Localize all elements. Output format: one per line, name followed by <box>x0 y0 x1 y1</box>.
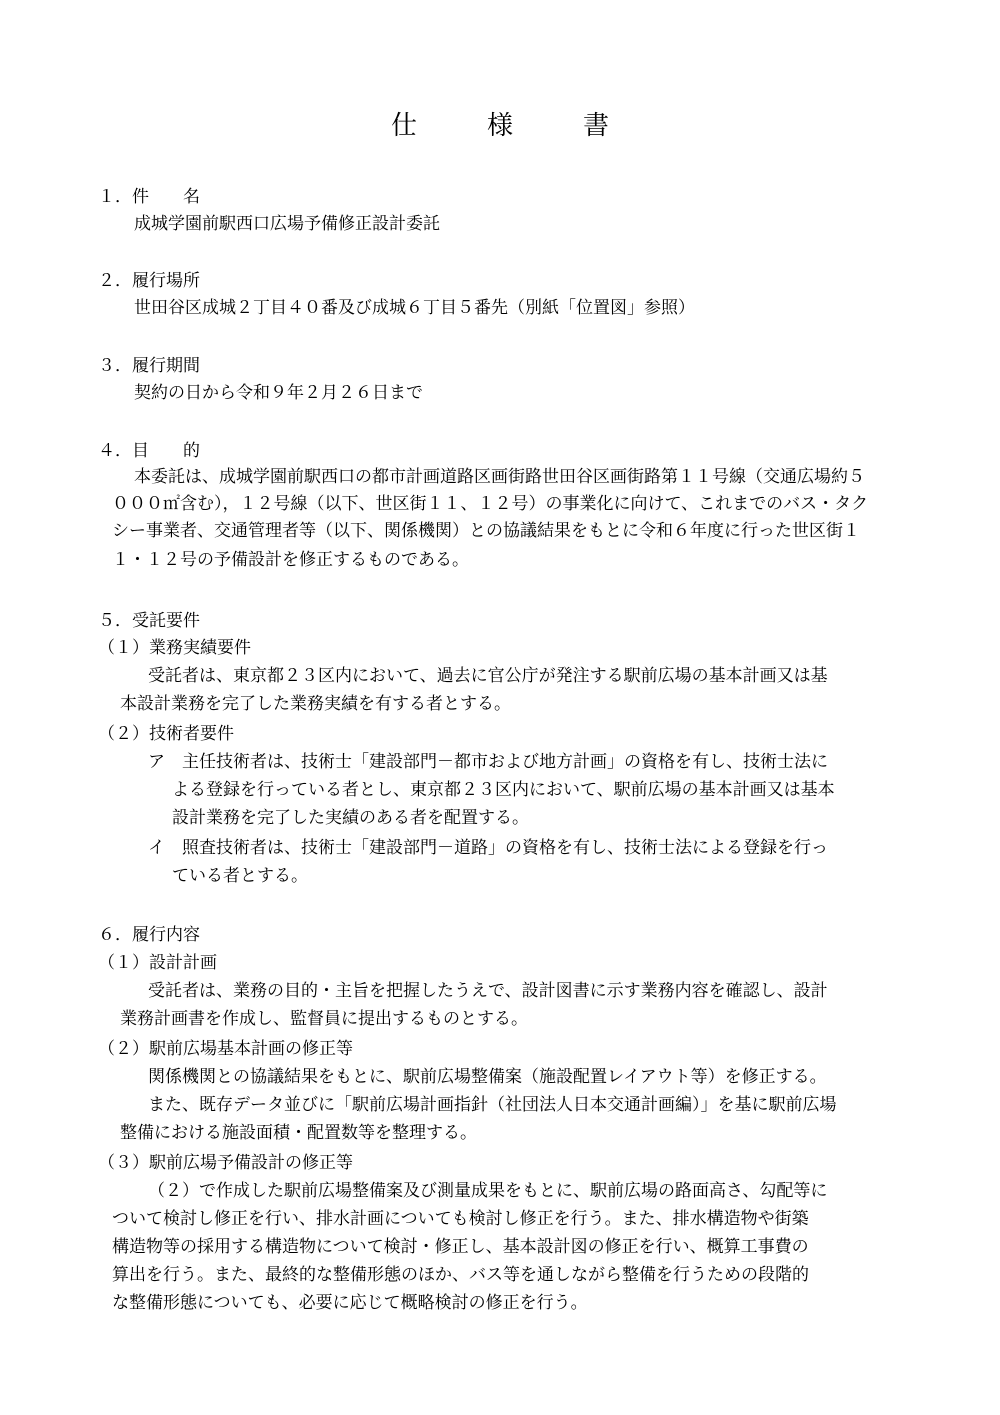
text-line: （２）技術者要件 <box>98 724 234 744</box>
text-line: ている者とする。 <box>172 866 308 886</box>
text-line: 算出を行う。また、最終的な整備形態のほか、バス等を通しながら整備を行うための段階的 <box>112 1265 809 1285</box>
text-line: イ 照査技術者は、技術士「建設部門－道路」の資格を有し、技術士法による登録を行っ <box>148 838 828 858</box>
text-line: （２）で作成した駅前広場整備案及び測量成果をもとに、駅前広場の路面高さ、勾配等に <box>148 1181 828 1201</box>
text-line: １．件 名 <box>98 187 200 207</box>
text-line: ０００㎡含む），１２号線（以下、世区街１１、１２号）の事業化に向けて、これまでのバス・タク <box>112 494 869 514</box>
text-line: （３）駅前広場予備設計の修正等 <box>98 1153 353 1173</box>
text-line: シー事業者、交通管理者等（以下、関係機関）との協議結果をもとに令和６年度に行った世区街１ <box>112 521 860 541</box>
text-line: ３．履行期間 <box>98 356 200 376</box>
text-line: （１）設計計画 <box>98 953 217 973</box>
text-line: また、既存データ並びに「駅前広場計画指針（社団法人日本交通計画編）」を基に駅前広場 <box>148 1095 837 1115</box>
text-line: 設計業務を完了した実績のある者を配置する。 <box>172 808 529 828</box>
text-line: よる登録を行っている者とし、東京都２３区内において、駅前広場の基本計画又は基本 <box>172 780 835 800</box>
text-line: ア 主任技術者は、技術士「建設部門－都市および地方計画」の資格を有し、技術士法に <box>148 752 828 772</box>
text-line: 本設計業務を完了した業務実績を有する者とする。 <box>120 694 511 714</box>
text-line: 受託者は、東京都２３区内において、過去に官公庁が発注する駅前広場の基本計画又は基 <box>148 666 828 686</box>
text-line: 契約の日から令和９年２月２６日まで <box>134 383 423 403</box>
text-line: 関係機関との協議結果をもとに、駅前広場整備案（施設配置レイアウト等）を修正する。 <box>148 1067 827 1087</box>
text-line: ５．受託要件 <box>98 611 200 631</box>
text-line: 整備における施設面積・配置数等を整理する。 <box>120 1123 477 1143</box>
text-line: １・１２号の予備設計を修正するものである。 <box>112 550 469 570</box>
text-line: 成城学園前駅西口広場予備修正設計委託 <box>134 214 440 234</box>
document-title: 仕 様 書 <box>390 111 631 141</box>
text-line: ついて検討し修正を行い、排水計画についても検討し修正を行う。また、排水構造物や街築 <box>112 1209 809 1229</box>
text-line: な整備形態についても、必要に応じて概略検討の修正を行う。 <box>112 1293 588 1313</box>
text-line: 構造物等の採用する構造物について検討・修正し、基本設計図の修正を行い、概算工事費の <box>112 1237 809 1257</box>
text-line: （１）業務実績要件 <box>98 638 251 658</box>
text-line: ６．履行内容 <box>98 925 200 945</box>
text-line: 業務計画書を作成し、監督員に提出するものとする。 <box>120 1009 528 1029</box>
text-line: （２）駅前広場基本計画の修正等 <box>98 1039 353 1059</box>
text-line: 受託者は、業務の目的・主旨を把握したうえで、設計図書に示す業務内容を確認し、設計 <box>148 981 828 1001</box>
text-line: ４．目 的 <box>98 441 200 461</box>
text-line: ２．履行場所 <box>98 271 200 291</box>
text-line: 本委託は、成城学園前駅西口の都市計画道路区画街路世田谷区画街路第１１号線（交通広場約５ <box>134 467 865 487</box>
text-line: 世田谷区成城２丁目４０番及び成城６丁目５番先（別紙「位置図」参照） <box>134 298 695 318</box>
